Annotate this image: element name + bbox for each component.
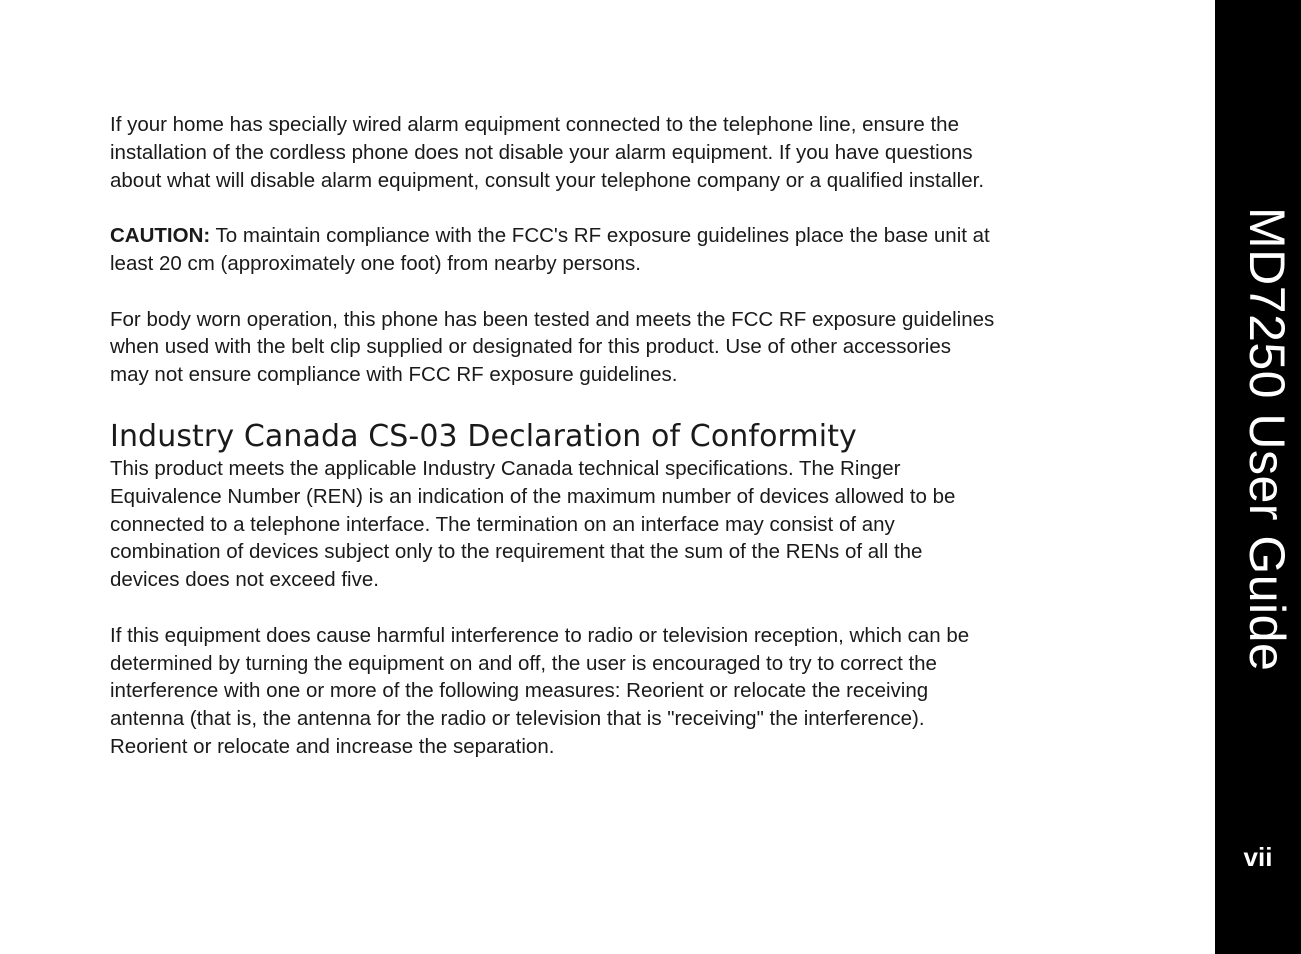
spacer <box>110 594 1110 622</box>
caution-paragraph <box>110 222 1110 278</box>
spacer <box>110 278 1110 306</box>
caution-text: To maintain compliance with the FCC's RF exposure guidelines place the base unit at least 20 cm (approximately one foot) from nearby persons. <box>110 224 990 275</box>
body-worn-paragraph: For body worn operation, this phone has been tested and meets the FCC RF exposure guidelines when used with the belt clip supplied or designated for this product. Use of other accessories may not ensure compliance with FCC RF exposure guidelines. <box>110 307 995 387</box>
spacer <box>110 194 1110 222</box>
spacer <box>110 389 1110 419</box>
alarm-equipment-paragraph: If your home has specially wired alarm equipment connected to the telephone line, ensure the installation of the cordless phone does not disable your alarm equipment. If you have questions about what will disable alarm equipment, consult your telephone company or a qualified installer. <box>110 113 985 192</box>
section-heading: Industry Canada CS-03 Declaration of Conformity <box>110 418 857 454</box>
page-content <box>110 111 1110 761</box>
guide-title: MD7250 User Guide <box>1239 207 1295 672</box>
caution-label: CAUTION: <box>110 224 211 248</box>
interference-paragraph: If this equipment does cause harmful interference to radio or television reception, which can be determined by turning the equipment on and off, the user is encouraged to try to correct the interference with one or more of the following measures: Reorient or relocate the receiving antenna (that is, the antenna for the radio or television that is "receiving" the interference). Reorient or relocate and increase the separation. <box>110 623 970 758</box>
page-number: vii <box>1243 842 1273 872</box>
ren-paragraph: This product meets the applicable Industry Canada technical specifications. The Ringer Equivalence Number (REN) is an indication of the maximum number of devices allowed to be connected to a telephone interface. The termination on an interface may consist of any combination of devices subject only to the requirement that the sum of the RENs of all the devices does not exceed five. <box>110 456 956 592</box>
sidebar-tab <box>1215 0 1301 954</box>
